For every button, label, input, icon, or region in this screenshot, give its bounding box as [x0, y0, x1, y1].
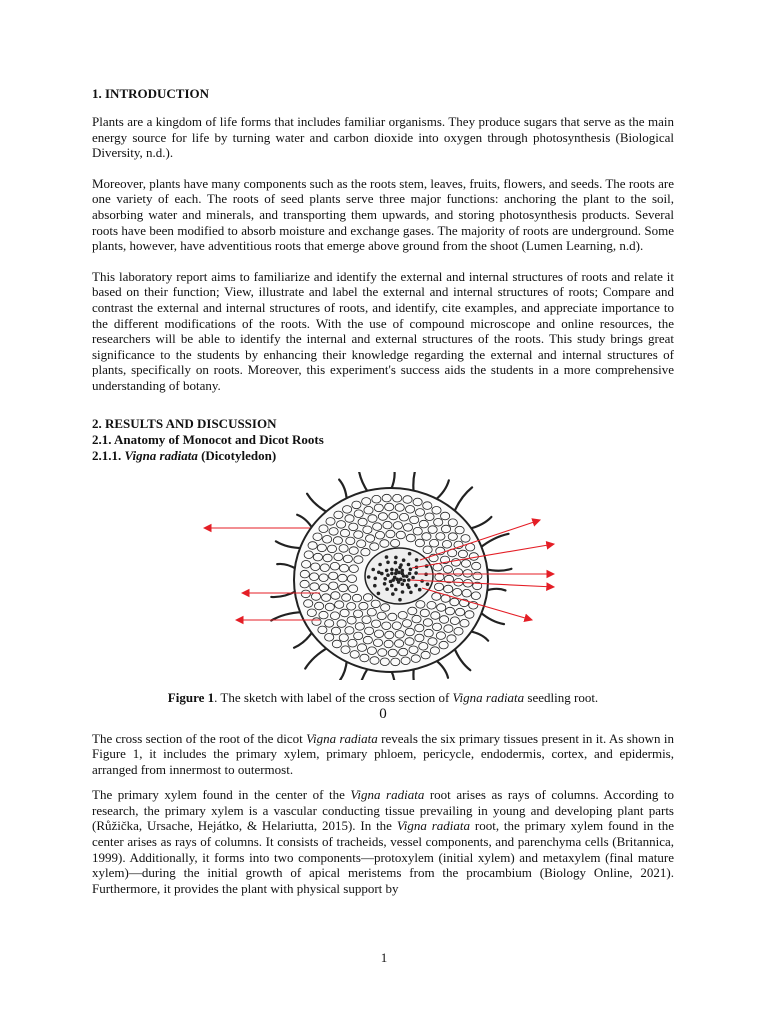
paragraph-intro-2: Moreover, plants have many components such as the roots stem, leaves, fruits, flowers, and seeds. The roots are one variety of each. The roots of seed plants serve three major functions: anchoring the plant to the soil, absorbing water and minerals, and transporting them upwards, and storing photosynthesis products. Several roots have been modified to absorb moisture and exchange gases. The majority of roots are underground. Some plants, however, have adventitious roots that emerge above ground from the shoot (Lumen Learning, n.d).: [92, 175, 674, 254]
page-number: 1: [380, 950, 388, 965]
subsection-rest: (Dicotyledon): [201, 447, 277, 463]
text-run: The primary xylem found in the center of the: [92, 787, 351, 803]
stele: [365, 548, 433, 604]
section-heading-introduction: 1. INTRODUCTION: [92, 86, 210, 101]
figure-root-cross-section: [92, 472, 674, 680]
section-heading-results: 2. RESULTS AND DISCUSSION: [92, 415, 277, 431]
figure-label: Figure 1: [167, 689, 215, 705]
subsection-heading-vigna: [92, 448, 674, 464]
text-run: root arises as rays of columns. According to research, the primary xylem is a vascular conducting tissue prevailing in young and developing plant parts (Růžička, Ursache, Hejátko, & Helariutta, 2015). In the: [92, 787, 674, 834]
figure-caption: [92, 690, 674, 706]
caption-species: Vigna radiata: [452, 689, 525, 705]
paragraph-intro-3: This laboratory report aims to familiarize and identify the external and internal structures of roots and relate it based on their function; View, illustrate and label the external and internal structures of roots; Compare and contrast the external and internal structures of roots, and identify, cite examples, and appreciate importance to the different modifications of the roots. With the use of compound microscope and online resources, the researchers will be able to identify the internal and external structures of the roots. This study brings great significance to the students by enhancing their knowledge regarding the external and internal structures of plants, specifically on roots. Moreover, this experiment's success aids the students in a more comprehensive understanding of botany.: [92, 268, 674, 393]
text-run: The cross section of the root of the dicot: [92, 730, 307, 746]
paragraph-results-1: [92, 731, 674, 778]
species-name: Vigna radiata: [306, 730, 378, 746]
stray-mark: 0: [379, 705, 387, 722]
paragraph-results-2: [92, 787, 674, 896]
text-run: reveals the six primary tissues present in it. As shown in Figure 1, it includes the primary xylem, primary phloem, pericycle, endodermis, cortex, and epidermis, arranged from innermost to outermost.: [92, 730, 674, 777]
species-name: Vigna radiata: [350, 787, 425, 803]
text-run: root, the primary xylem found in the center arises as rays of columns. It consists of tracheids, vessel components, and parenchyma cells (Britannica, 1999). Additionally, it forms into two components—protoxylem (initial xylem) and metaxylem (final mature xylem)—during the initial growth of apical meristems from the procambium (Biology Online, 2021). Furthermore, it provides the plant with physical support by: [92, 818, 674, 896]
paragraph-intro-1: Plants are a kingdom of life forms that includes familiar organisms. They produce sugars that serve as the main energy source for life by turning water and carbon dioxide into oxygen through photosynthesis (Biological Diversity, n.d.).: [92, 114, 674, 161]
subsection-number: 2.1.1.: [92, 447, 122, 463]
species-name: Vigna radiata: [396, 818, 471, 834]
caption-text-b: seedling root.: [524, 689, 599, 705]
document-page: [92, 86, 674, 896]
species-name: Vigna radiata: [124, 447, 198, 463]
root-cross-section-sketch: [92, 472, 674, 680]
subsection-heading-anatomy: 2.1. Anatomy of Monocot and Dicot Roots: [92, 431, 324, 447]
caption-text-a: . The sketch with label of the cross section of: [214, 689, 453, 705]
